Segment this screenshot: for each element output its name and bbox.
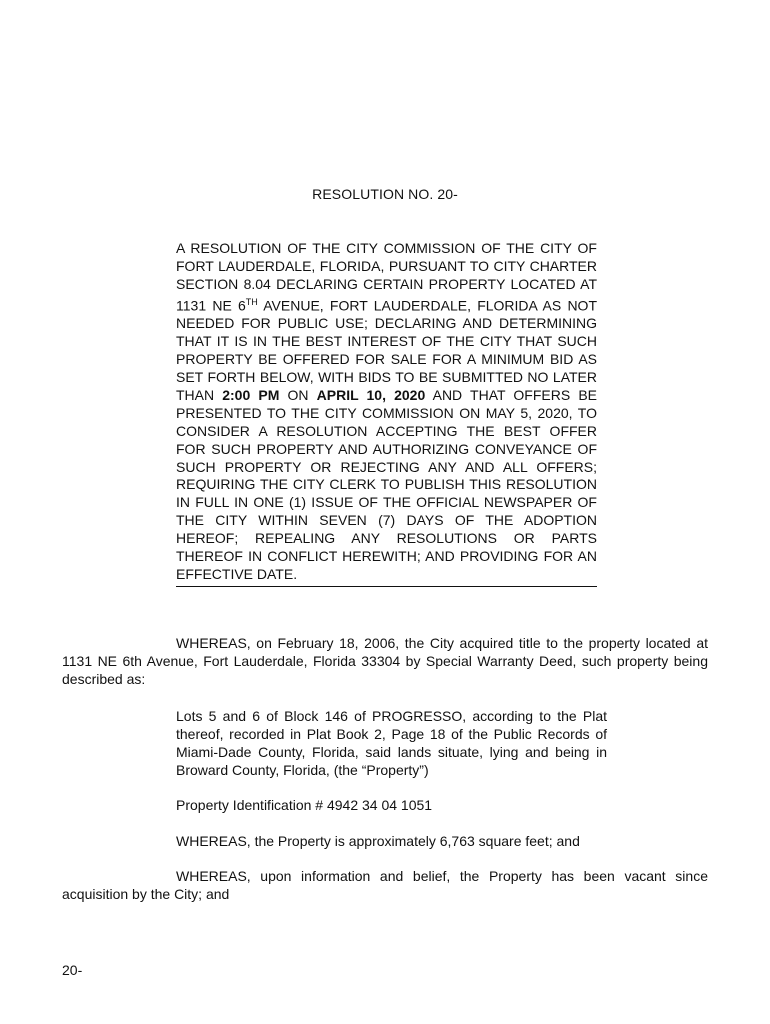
- preamble-text-3: AND THAT OFFERS BE PRESENTED TO THE CITY COMMISSION ON MAY 5, 2020, TO CONSIDER A RESOLUTION ACCEPTING THE BEST OFFER FOR SUCH PROPERTY AND AUTHORIZING CONVEYANCE OF SUCH PROPERTY OR REJECTING ANY AND ALL OFFERS; REQUIRING THE CITY CLERK TO PUBLISH THIS RESOLUTION IN FULL IN ONE (1) ISSUE OF THE OFFICIAL NEWSPAPER OF THE CITY WITHIN SEVEN (7) DAYS OF THE ADOPTION HEREOF; REPEALING ANY RESOLUTIONS OR PARTS THEREOF IN CONFLICT HEREWITH; AND PROVIDING FOR AN EFFECTIVE DATE.: [176, 386, 597, 582]
- whereas-acquisition: WHEREAS, on February 18, 2006, the City acquired title to the property located at 1131 NE 6th Avenue, Fort Lauderdale, Florida 33304 by Special Warranty Deed, such property being described as:: [62, 635, 708, 687]
- whereas-vacant: WHEREAS, upon information and belief, the Property has been vacant since acquisition by the City; and: [62, 868, 708, 902]
- preamble-text-1: A RESOLUTION OF THE CITY COMMISSION OF THE CITY OF FORT LAUDERDALE, FLORIDA, PURSUANT TO CITY CHARTER SECTION 8.04 DECLARING CERTAIN PROPERTY LOCATED AT 1131 NE 6: [176, 240, 597, 314]
- preamble-superscript: TH: [245, 296, 258, 307]
- property-identification: Property Identification # 4942 34 04 1051: [176, 797, 433, 813]
- preamble-text-2: AVENUE, FORT LAUDERDALE, FLORIDA AS NOT NEEDED FOR PUBLIC USE; DECLARING AND DETERMINING THAT IT IS IN THE BEST INTEREST OF THE CITY THAT SUCH PROPERTY BE OFFERED FOR SALE FOR A MINIMUM BID AS SET FORTH BELOW, WITH BIDS TO BE SUBMITTED NO LATER THAN: [176, 297, 597, 403]
- deadline-date: APRIL 10, 2020: [316, 386, 426, 403]
- resolution-title: RESOLUTION NO. 20-: [312, 186, 458, 202]
- deadline-time: 2:00 PM: [222, 386, 280, 403]
- resolution-preamble: [176, 240, 597, 587]
- legal-description: Lots 5 and 6 of Block 146 of PROGRESSO, according to the Plat thereof, recorded in Plat Book 2, Page 18 of the Public Records of Miami-Dade County, Florida, said lands situate, lying and being in Broward County, Florida, (the “Property”): [176, 708, 607, 778]
- preamble-on: ON: [279, 386, 317, 403]
- whereas-square-feet: WHEREAS, the Property is approximately 6,763 square feet; and: [176, 833, 580, 849]
- page-footer: 20-: [62, 962, 83, 978]
